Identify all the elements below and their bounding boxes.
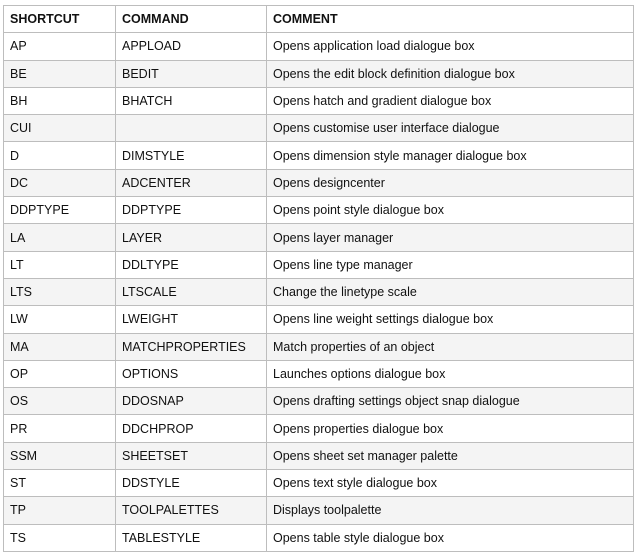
cell-command: BHATCH: [116, 87, 267, 114]
cell-shortcut: BE: [4, 60, 116, 87]
table-row: [4, 388, 634, 415]
cell-comment: Opens drafting settings object snap dialogue: [267, 388, 634, 415]
cell-comment: Opens the edit block definition dialogue box: [267, 60, 634, 87]
cell-command: DDOSNAP: [116, 388, 267, 415]
table-row: [4, 415, 634, 442]
cell-comment: Opens customise user interface dialogue: [267, 115, 634, 142]
cell-comment: Opens properties dialogue box: [267, 415, 634, 442]
table-row: [4, 224, 634, 251]
table-header-row: [4, 6, 634, 33]
cell-comment: Displays toolpalette: [267, 497, 634, 524]
cell-shortcut: PR: [4, 415, 116, 442]
cell-command: LWEIGHT: [116, 306, 267, 333]
cell-shortcut: ST: [4, 470, 116, 497]
table-row: [4, 306, 634, 333]
cell-comment: Opens designcenter: [267, 169, 634, 196]
cell-command: DIMSTYLE: [116, 142, 267, 169]
header-comment: COMMENT: [267, 6, 634, 33]
cell-shortcut: TS: [4, 524, 116, 551]
shortcut-table-container: [3, 5, 633, 551]
cell-comment: Opens sheet set manager palette: [267, 442, 634, 469]
header-command: COMMAND: [116, 6, 267, 33]
cell-comment: Opens layer manager: [267, 224, 634, 251]
cell-comment: Opens line weight settings dialogue box: [267, 306, 634, 333]
table-row: [4, 142, 634, 169]
table-row: [4, 115, 634, 142]
header-shortcut: SHORTCUT: [4, 6, 116, 33]
cell-comment: Opens hatch and gradient dialogue box: [267, 87, 634, 114]
cell-shortcut: SSM: [4, 442, 116, 469]
cell-shortcut: DDPTYPE: [4, 197, 116, 224]
cell-shortcut: TP: [4, 497, 116, 524]
cell-command: DDCHPROP: [116, 415, 267, 442]
cell-command: LTSCALE: [116, 278, 267, 305]
cell-comment: Launches options dialogue box: [267, 360, 634, 387]
cell-comment: Change the linetype scale: [267, 278, 634, 305]
cell-shortcut: OS: [4, 388, 116, 415]
cell-command: DDLTYPE: [116, 251, 267, 278]
cell-shortcut: CUI: [4, 115, 116, 142]
cell-shortcut: DC: [4, 169, 116, 196]
table-row: [4, 197, 634, 224]
cell-shortcut: AP: [4, 33, 116, 60]
table-row: [4, 497, 634, 524]
cell-command: LAYER: [116, 224, 267, 251]
cell-comment: Opens point style dialogue box: [267, 197, 634, 224]
cell-command: SHEETSET: [116, 442, 267, 469]
table-row: [4, 524, 634, 551]
cell-shortcut: MA: [4, 333, 116, 360]
cell-comment: Opens text style dialogue box: [267, 470, 634, 497]
table-row: [4, 251, 634, 278]
cell-command: APPLOAD: [116, 33, 267, 60]
table-row: [4, 278, 634, 305]
table-row: [4, 169, 634, 196]
cell-comment: Opens dimension style manager dialogue box: [267, 142, 634, 169]
table-row: [4, 87, 634, 114]
cell-command: OPTIONS: [116, 360, 267, 387]
cell-comment: Opens line type manager: [267, 251, 634, 278]
cell-command: [116, 115, 267, 142]
cell-shortcut: LA: [4, 224, 116, 251]
table-row: [4, 442, 634, 469]
table-row: [4, 470, 634, 497]
cell-command: DDPTYPE: [116, 197, 267, 224]
cell-shortcut: BH: [4, 87, 116, 114]
cell-command: BEDIT: [116, 60, 267, 87]
cell-command: TOOLPALETTES: [116, 497, 267, 524]
table-row: [4, 333, 634, 360]
shortcut-table: [3, 5, 634, 552]
cell-command: MATCHPROPERTIES: [116, 333, 267, 360]
table-row: [4, 33, 634, 60]
cell-command: TABLESTYLE: [116, 524, 267, 551]
cell-comment: Opens application load dialogue box: [267, 33, 634, 60]
cell-command: DDSTYLE: [116, 470, 267, 497]
table-row: [4, 360, 634, 387]
cell-shortcut: LTS: [4, 278, 116, 305]
cell-shortcut: LW: [4, 306, 116, 333]
cell-shortcut: OP: [4, 360, 116, 387]
cell-comment: Match properties of an object: [267, 333, 634, 360]
cell-shortcut: D: [4, 142, 116, 169]
table-row: [4, 60, 634, 87]
cell-comment: Opens table style dialogue box: [267, 524, 634, 551]
cell-shortcut: LT: [4, 251, 116, 278]
cell-command: ADCENTER: [116, 169, 267, 196]
